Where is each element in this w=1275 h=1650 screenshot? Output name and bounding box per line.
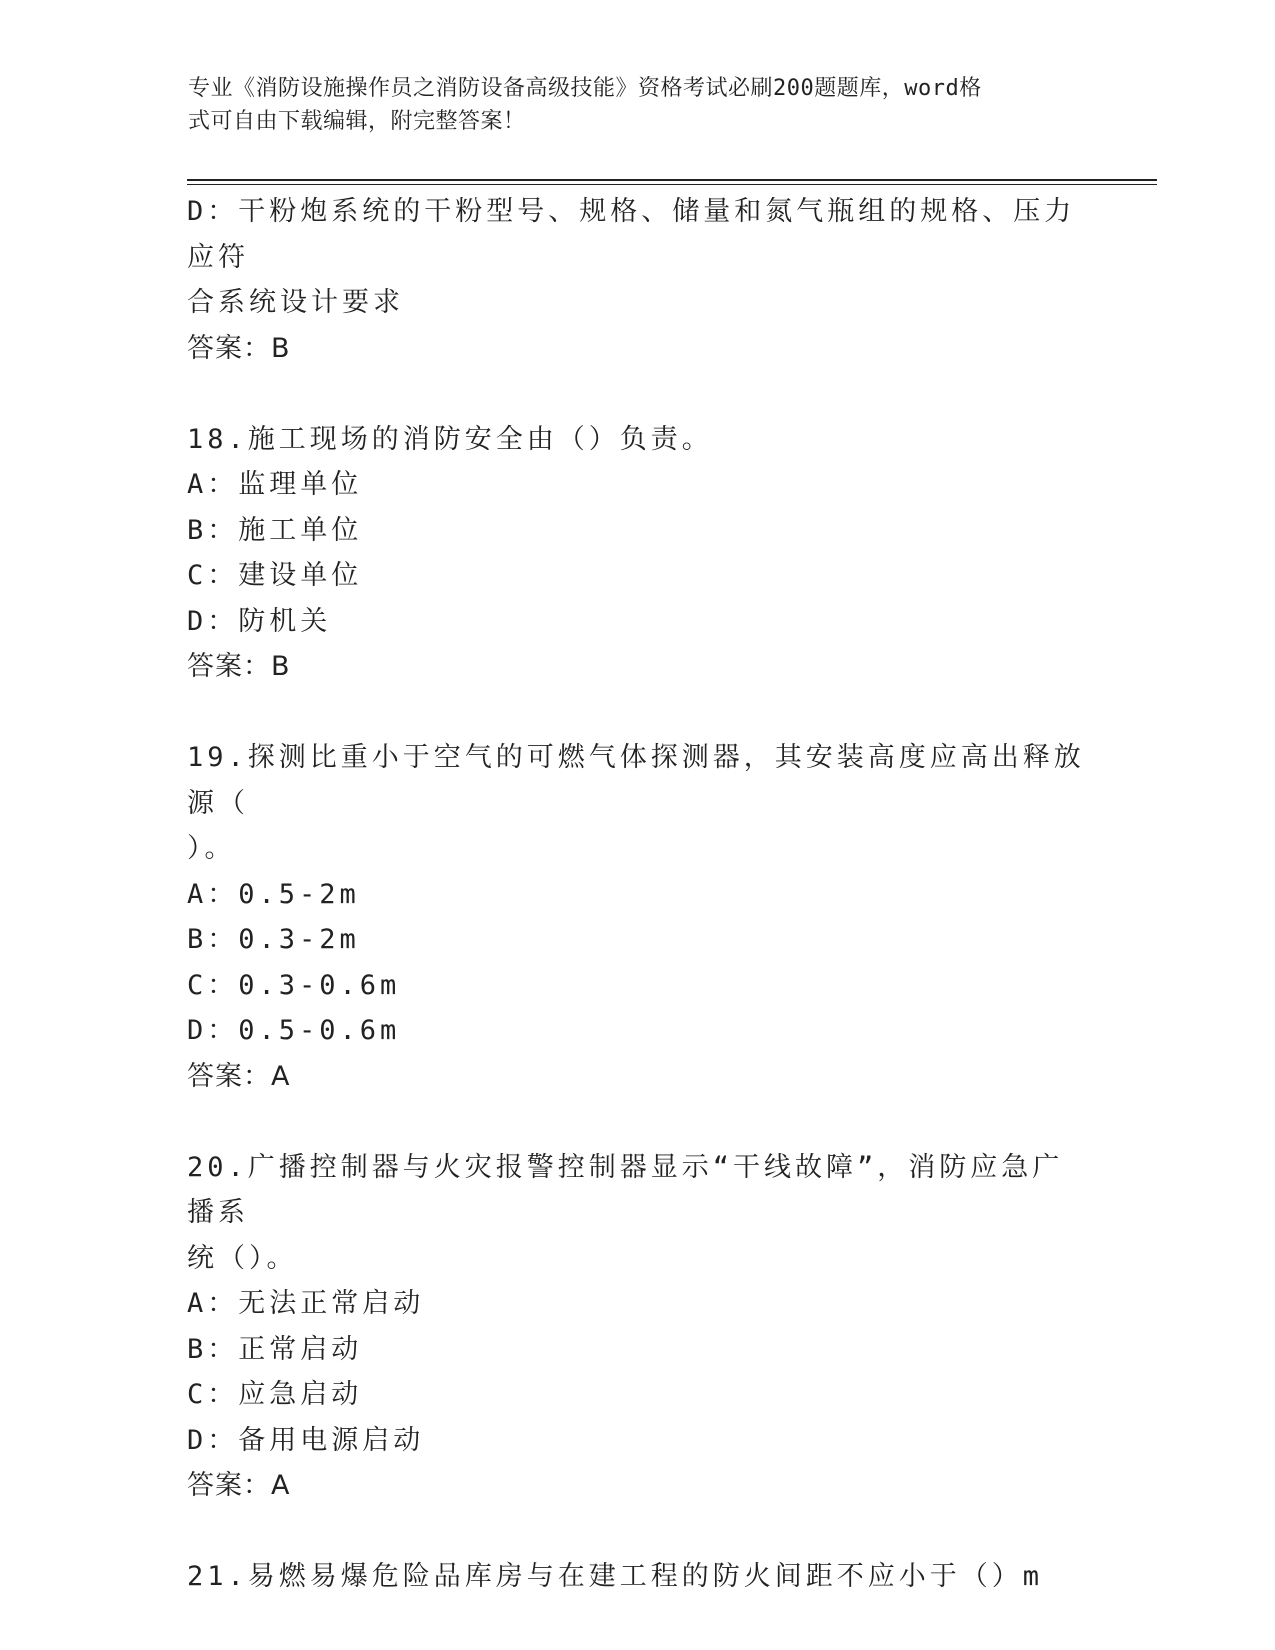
q18-question: 18.施工现场的消防安全由（）负责。 bbox=[187, 423, 713, 455]
q18-answer: 答案：B bbox=[187, 651, 291, 682]
header-line-2: 式可自由下载编辑，附完整答案！ bbox=[188, 109, 526, 134]
q17-answer: 答案：B bbox=[187, 332, 291, 364]
q19-option-d: D：0.5-0.6m bbox=[187, 1015, 401, 1046]
q18-option-d: D：防机关 bbox=[187, 605, 332, 637]
q20-option-c: C：应急启动 bbox=[187, 1379, 363, 1410]
q19-question-line-2: ）。 bbox=[187, 833, 236, 864]
q18-option-b: B：施工单位 bbox=[187, 514, 363, 546]
q20-question-line-2: 统（）。 bbox=[187, 1242, 298, 1274]
header-divider-thin bbox=[187, 184, 1157, 185]
q19-option-a: A：0.5-2m bbox=[187, 878, 360, 910]
q20-answer: 答案：A bbox=[187, 1470, 291, 1501]
spacer bbox=[187, 371, 1087, 417]
q20-option-b: B：正常启动 bbox=[187, 1333, 363, 1365]
q19-answer: 答案：A bbox=[187, 1060, 291, 1092]
q17-option-d-line-2: 合系统设计要求 bbox=[187, 287, 404, 318]
q19-option-b: B：0.3-2m bbox=[187, 924, 360, 955]
spacer bbox=[187, 1099, 1087, 1145]
spacer bbox=[187, 1509, 1087, 1555]
q17-option-d-line-1: D：干粉炮系统的干粉型号、规格、储量和氮气瓶组的规格、压力应符 bbox=[187, 196, 1076, 273]
document-header bbox=[188, 72, 1088, 138]
q18-option-c: C：建设单位 bbox=[187, 560, 363, 591]
question-content bbox=[187, 189, 1087, 1600]
q19-option-c: C：0.3-0.6m bbox=[187, 969, 401, 1001]
q19-question-line-1: 19.探测比重小于空气的可燃气体探测器，其安装高度应高出释放源（ bbox=[187, 742, 1085, 819]
spacer bbox=[187, 690, 1087, 736]
q20-option-a: A：无法正常启动 bbox=[187, 1288, 425, 1319]
header-divider-thick bbox=[187, 179, 1157, 181]
q20-option-d: D：备用电源启动 bbox=[187, 1424, 425, 1456]
header-line-1: 专业《消防设施操作员之消防设备高级技能》资格考试必刷200题题库，word格 bbox=[188, 76, 982, 101]
q18-option-a: A：监理单位 bbox=[187, 469, 363, 500]
q20-question-line-1: 20.广播控制器与火灾报警控制器显示“干线故障”，消防应急广播系 bbox=[187, 1151, 1064, 1228]
q21-question: 21.易燃易爆危险品库房与在建工程的防火间距不应小于（）m bbox=[187, 1561, 1044, 1592]
